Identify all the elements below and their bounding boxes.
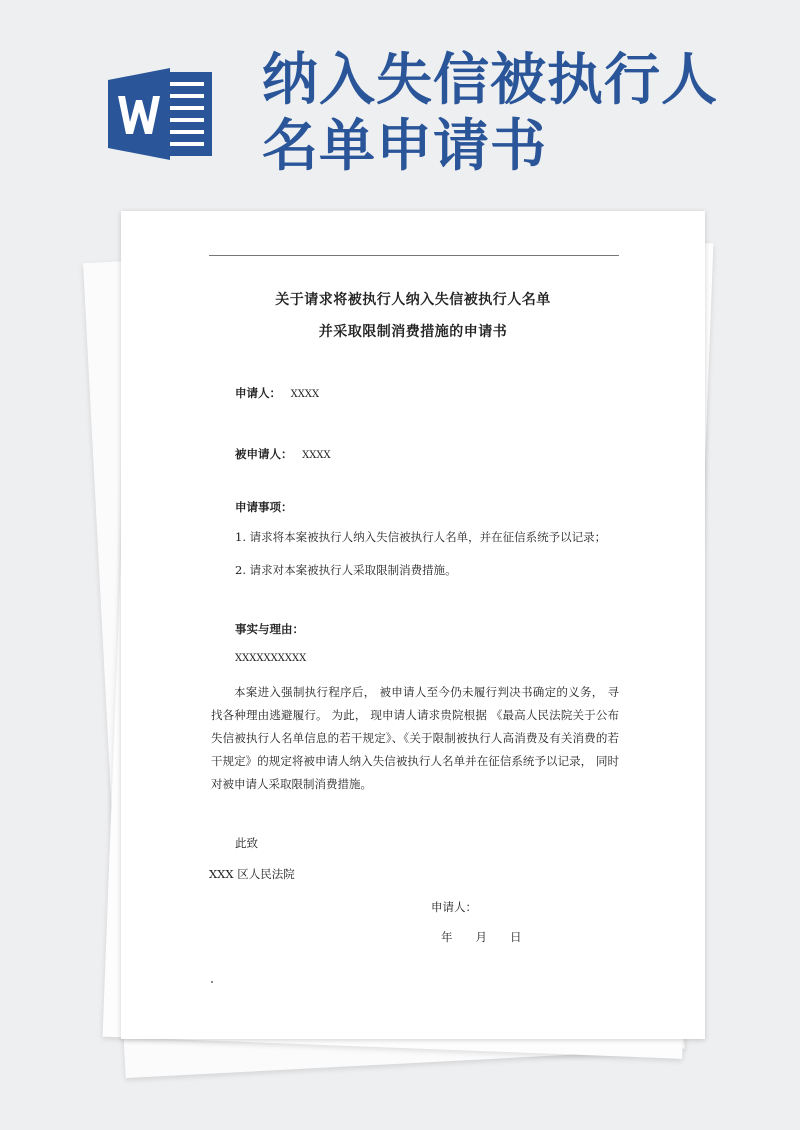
page-mark [211, 981, 213, 983]
applicant-row [235, 385, 319, 401]
facts-placeholder: XXXXXXXXXX [235, 653, 307, 664]
respondent-label: 被申请人： [235, 447, 293, 461]
banner-title-line-1: 纳入失信被执行人 [262, 48, 718, 113]
document-title-line-1: 关于请求将被执行人纳入失信被执行人名单 [275, 292, 551, 308]
banner-title-line-2: 名单申请书 [262, 114, 547, 179]
facts-heading: 事实与理由： [235, 622, 304, 636]
header-rule [209, 255, 619, 256]
respondent-row [235, 446, 331, 462]
banner-title [262, 48, 782, 180]
applicant-value: XXXX [290, 389, 320, 400]
word-document-icon [108, 66, 220, 162]
respondent-value: XXXX [302, 450, 331, 461]
facts-paragraph: 本案进入强制执行程序后， 被申请人至今仍未履行判决书确定的义务， 寻找各种理由逃避履行。 为此， 现申请人请求贵院根据 《最高人民法院关于公布失信被执行人名单信息的若干规定》、《关于限制被执行人高消费及有关消费的若干规定》的规定将被申请人纳入失信被执行人名单并在征信系统予以记录， 同时对被申请人采取限制消费措施。 [211, 685, 619, 791]
matter-item-2: 2. 请求对本案被执行人采取限制消费措施。 [235, 563, 457, 577]
closing-text: 此致 [235, 836, 258, 850]
matter-item-1: 1. 请求将本案被执行人纳入失信被执行人名单，并在征信系统予以记录； [235, 530, 607, 544]
date-line: 年 月 日 [441, 930, 522, 944]
document-title-line-2: 并采取限制消费措施的申请书 [318, 324, 508, 340]
court-name: XXX 区人民法院 [209, 867, 295, 881]
matters-heading: 申请事项： [235, 500, 293, 514]
applicant-label: 申请人： [235, 386, 281, 400]
document-page [121, 211, 705, 1039]
signature-label: 申请人： [431, 900, 477, 914]
